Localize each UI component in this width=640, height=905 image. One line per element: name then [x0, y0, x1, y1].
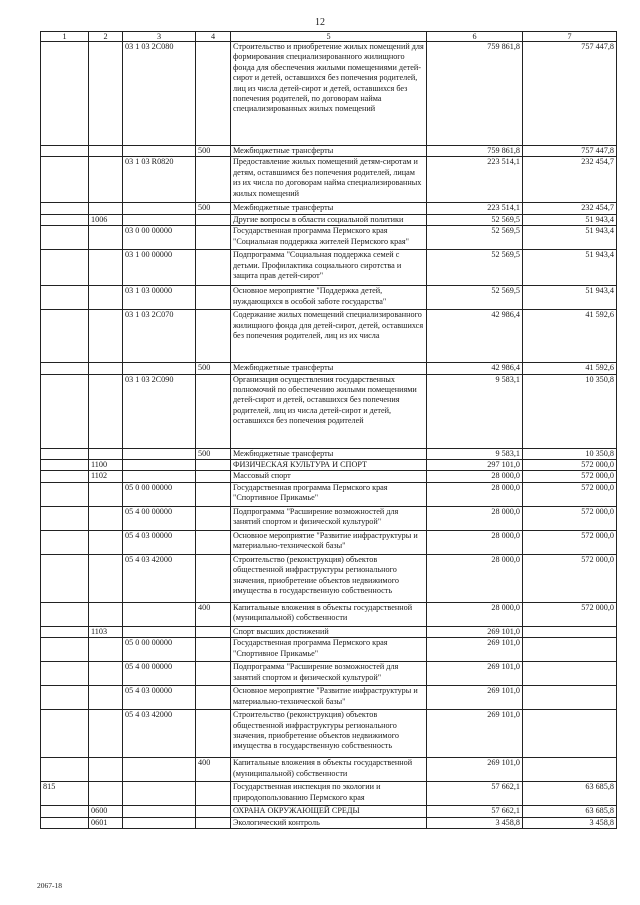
cell-section: [89, 554, 123, 602]
cell-target-code: [123, 448, 196, 459]
cell-amount-year1: 28 000,0: [427, 530, 523, 554]
table-row: [41, 42, 617, 146]
cell-amount-year2: 572 000,0: [523, 460, 617, 471]
cell-name: Государственная программа Пермского края "Спортивное Прикамье": [231, 482, 427, 506]
column-header: 2: [89, 32, 123, 42]
cell-amount-year2: 63 685,8: [523, 806, 617, 817]
cell-expense-type: 500: [196, 363, 231, 374]
cell-amount-year1: 269 101,0: [427, 662, 523, 686]
column-header: 6: [427, 32, 523, 42]
cell-amount-year2: [523, 638, 617, 662]
cell-target-code: [123, 782, 196, 806]
cell-ministry: [41, 226, 89, 250]
cell-amount-year1: 269 101,0: [427, 638, 523, 662]
cell-name: Другие вопросы в области социальной политики: [231, 214, 427, 225]
cell-section: [89, 157, 123, 203]
cell-amount-year2: 572 000,0: [523, 482, 617, 506]
table-row: [41, 554, 617, 602]
cell-name: Предоставление жилых помещений детям-сиротам и детям, оставшимся без попечения родителей, лицам из их числа по договорам найма специализированных жилых помещений: [231, 157, 427, 203]
cell-section: 1100: [89, 460, 123, 471]
cell-ministry: [41, 310, 89, 363]
table-row: [41, 506, 617, 530]
cell-amount-year2: 51 943,4: [523, 214, 617, 225]
cell-target-code: [123, 758, 196, 782]
cell-ministry: [41, 662, 89, 686]
cell-expense-type: [196, 686, 231, 710]
cell-expense-type: [196, 226, 231, 250]
cell-ministry: [41, 471, 89, 482]
cell-amount-year1: 52 569,5: [427, 214, 523, 225]
cell-name: Организация осуществления государственных полномочий по обеспечению жилыми помещениями детей-сирот и детей, оставшихся без попечения родителей, лиц из числа детей-сирот и детей, оставшихся без попечения родителей: [231, 374, 427, 448]
table-row: [41, 482, 617, 506]
column-header: 1: [41, 32, 89, 42]
cell-ministry: [41, 42, 89, 146]
cell-target-code: 03 1 03 2С070: [123, 310, 196, 363]
cell-amount-year2: 232 454,7: [523, 157, 617, 203]
cell-section: 1103: [89, 626, 123, 637]
cell-ministry: [41, 710, 89, 758]
cell-name: Межбюджетные трансферты: [231, 203, 427, 214]
column-header: 3: [123, 32, 196, 42]
cell-ministry: [41, 686, 89, 710]
cell-ministry: [41, 363, 89, 374]
cell-name: Строительство (реконструкция) объектов общественной инфраструктуры регионального значения, приобретение объектов недвижимого имущества в государственную собственность: [231, 554, 427, 602]
cell-ministry: [41, 554, 89, 602]
cell-amount-year1: 223 514,1: [427, 203, 523, 214]
table-row: [41, 286, 617, 310]
cell-expense-type: [196, 554, 231, 602]
table-row: [41, 214, 617, 225]
cell-expense-type: [196, 42, 231, 146]
table-row: [41, 250, 617, 286]
cell-amount-year1: 52 569,5: [427, 286, 523, 310]
cell-target-code: 05 4 03 00000: [123, 530, 196, 554]
cell-ministry: [41, 482, 89, 506]
column-header: 4: [196, 32, 231, 42]
cell-amount-year1: 3 458,8: [427, 817, 523, 828]
cell-target-code: 05 4 00 00000: [123, 506, 196, 530]
cell-name: ОХРАНА ОКРУЖАЮЩЕЙ СРЕДЫ: [231, 806, 427, 817]
cell-amount-year2: [523, 710, 617, 758]
cell-amount-year2: 51 943,4: [523, 286, 617, 310]
cell-target-code: [123, 806, 196, 817]
cell-expense-type: [196, 530, 231, 554]
cell-target-code: 05 4 03 42000: [123, 710, 196, 758]
cell-ministry: [41, 460, 89, 471]
cell-name: Спорт высших достижений: [231, 626, 427, 637]
cell-expense-type: [196, 374, 231, 448]
table-row: [41, 226, 617, 250]
cell-target-code: 03 1 03 2С080: [123, 42, 196, 146]
cell-amount-year2: 572 000,0: [523, 554, 617, 602]
cell-target-code: [123, 214, 196, 225]
cell-section: [89, 250, 123, 286]
cell-ministry: [41, 286, 89, 310]
table-row: [41, 817, 617, 828]
cell-ministry: [41, 506, 89, 530]
cell-expense-type: [196, 482, 231, 506]
cell-ministry: [41, 157, 89, 203]
cell-expense-type: [196, 662, 231, 686]
cell-amount-year2: 10 350,8: [523, 448, 617, 459]
cell-target-code: [123, 203, 196, 214]
cell-amount-year1: 28 000,0: [427, 506, 523, 530]
cell-amount-year1: 28 000,0: [427, 602, 523, 626]
cell-name: Подпрограмма "Расширение возможностей для занятий спортом и физической культурой": [231, 662, 427, 686]
cell-name: Содержание жилых помещений специализированного жилищного фонда для детей-сирот, детей, оставшихся без попечения родителей, лиц из их числа: [231, 310, 427, 363]
cell-target-code: [123, 460, 196, 471]
cell-ministry: [41, 250, 89, 286]
table-row: [41, 310, 617, 363]
cell-amount-year2: 41 592,6: [523, 310, 617, 363]
cell-amount-year1: 269 101,0: [427, 626, 523, 637]
cell-ministry: [41, 638, 89, 662]
cell-section: [89, 602, 123, 626]
cell-amount-year1: 759 861,8: [427, 42, 523, 146]
cell-target-code: [123, 817, 196, 828]
cell-ministry: [41, 626, 89, 637]
table-row: [41, 806, 617, 817]
cell-amount-year2: 41 592,6: [523, 363, 617, 374]
cell-section: [89, 146, 123, 157]
cell-section: [89, 710, 123, 758]
cell-section: 1102: [89, 471, 123, 482]
cell-ministry: [41, 203, 89, 214]
cell-name: ФИЗИЧЕСКАЯ КУЛЬТУРА И СПОРТ: [231, 460, 427, 471]
cell-expense-type: [196, 506, 231, 530]
cell-amount-year2: [523, 662, 617, 686]
cell-amount-year2: 572 000,0: [523, 506, 617, 530]
table-row: [41, 626, 617, 637]
cell-name: Основное мероприятие "Развитие инфраструктуры и материально-технической базы": [231, 530, 427, 554]
cell-section: [89, 42, 123, 146]
cell-ministry: [41, 146, 89, 157]
cell-name: Капитальные вложения в объекты государственной (муниципальной) собственности: [231, 602, 427, 626]
cell-expense-type: [196, 250, 231, 286]
table-row: [41, 203, 617, 214]
budget-table: [40, 31, 617, 829]
cell-amount-year2: 51 943,4: [523, 226, 617, 250]
cell-section: 0601: [89, 817, 123, 828]
cell-section: [89, 286, 123, 310]
cell-target-code: 03 1 00 00000: [123, 250, 196, 286]
cell-section: [89, 374, 123, 448]
cell-expense-type: [196, 710, 231, 758]
table-row: [41, 471, 617, 482]
cell-ministry: [41, 806, 89, 817]
cell-target-code: [123, 602, 196, 626]
cell-amount-year1: 57 662,1: [427, 782, 523, 806]
cell-section: [89, 363, 123, 374]
table-header-row: [41, 32, 617, 42]
cell-amount-year1: 28 000,0: [427, 482, 523, 506]
cell-ministry: [41, 602, 89, 626]
cell-name: Государственная инспекция по экологии и природопользованию Пермского края: [231, 782, 427, 806]
cell-name: Межбюджетные трансферты: [231, 363, 427, 374]
cell-section: [89, 482, 123, 506]
cell-amount-year1: 9 583,1: [427, 448, 523, 459]
cell-section: [89, 782, 123, 806]
cell-target-code: 03 1 03 R0820: [123, 157, 196, 203]
cell-section: [89, 310, 123, 363]
cell-name: Межбюджетные трансферты: [231, 146, 427, 157]
cell-expense-type: [196, 817, 231, 828]
footer-doc-code: 2067-18: [37, 881, 62, 890]
table-row: [41, 374, 617, 448]
table-row: [41, 662, 617, 686]
cell-expense-type: [196, 626, 231, 637]
cell-amount-year1: 52 569,5: [427, 226, 523, 250]
table-row: [41, 363, 617, 374]
cell-amount-year2: 51 943,4: [523, 250, 617, 286]
cell-name: Государственная программа Пермского края "Спортивное Прикамье": [231, 638, 427, 662]
table-row: [41, 758, 617, 782]
cell-section: 0600: [89, 806, 123, 817]
cell-name: Экологический контроль: [231, 817, 427, 828]
cell-name: Массовый спорт: [231, 471, 427, 482]
cell-expense-type: 500: [196, 146, 231, 157]
cell-target-code: 05 4 03 00000: [123, 686, 196, 710]
cell-name: Межбюджетные трансферты: [231, 448, 427, 459]
cell-target-code: [123, 146, 196, 157]
cell-expense-type: [196, 286, 231, 310]
cell-name: Строительство (реконструкция) объектов общественной инфраструктуры регионального значения, приобретение объектов недвижимого имущества в государственную собственность: [231, 710, 427, 758]
cell-target-code: 05 4 00 00000: [123, 662, 196, 686]
cell-amount-year1: 759 861,8: [427, 146, 523, 157]
cell-amount-year2: [523, 626, 617, 637]
table-row: [41, 146, 617, 157]
cell-amount-year1: 52 569,5: [427, 250, 523, 286]
table-row: [41, 157, 617, 203]
cell-expense-type: 500: [196, 448, 231, 459]
cell-target-code: [123, 626, 196, 637]
cell-name: Государственная программа Пермского края "Социальная поддержка жителей Пермского края": [231, 226, 427, 250]
cell-amount-year1: 223 514,1: [427, 157, 523, 203]
cell-amount-year1: 297 101,0: [427, 460, 523, 471]
cell-name: Строительство и приобретение жилых помещений для формирования специализированного жилищного фонда для обеспечения жилыми помещениями детей-сирот и детей, оставшихся без попечения родителей, лиц из числа детей-сирот и детей, оставшихся без попечения родителей, по договорам найма специализированных жилых помещений: [231, 42, 427, 146]
cell-target-code: [123, 471, 196, 482]
cell-name: Подпрограмма "Социальная поддержка семей с детьми. Профилактика социального сиротства и защита прав детей-сирот": [231, 250, 427, 286]
cell-ministry: [41, 448, 89, 459]
cell-expense-type: 400: [196, 602, 231, 626]
cell-section: [89, 758, 123, 782]
cell-amount-year2: 232 454,7: [523, 203, 617, 214]
cell-target-code: 05 0 00 00000: [123, 482, 196, 506]
cell-target-code: [123, 363, 196, 374]
cell-ministry: [41, 817, 89, 828]
column-header: 5: [231, 32, 427, 42]
cell-amount-year2: 757 447,8: [523, 42, 617, 146]
table-row: [41, 638, 617, 662]
cell-expense-type: [196, 806, 231, 817]
cell-expense-type: [196, 460, 231, 471]
cell-section: [89, 226, 123, 250]
cell-amount-year1: 28 000,0: [427, 554, 523, 602]
cell-amount-year1: 42 986,4: [427, 363, 523, 374]
cell-amount-year2: 572 000,0: [523, 602, 617, 626]
cell-expense-type: [196, 638, 231, 662]
cell-amount-year2: [523, 758, 617, 782]
cell-section: 1006: [89, 214, 123, 225]
cell-target-code: 05 4 03 42000: [123, 554, 196, 602]
cell-target-code: 05 0 00 00000: [123, 638, 196, 662]
cell-section: [89, 530, 123, 554]
cell-target-code: 03 0 00 00000: [123, 226, 196, 250]
cell-amount-year2: 3 458,8: [523, 817, 617, 828]
table-row: [41, 686, 617, 710]
cell-name: Подпрограмма "Расширение возможностей для занятий спортом и физической культурой": [231, 506, 427, 530]
cell-amount-year2: 10 350,8: [523, 374, 617, 448]
cell-amount-year1: 269 101,0: [427, 710, 523, 758]
table-row: [41, 710, 617, 758]
cell-section: [89, 638, 123, 662]
table-row: [41, 602, 617, 626]
cell-amount-year2: 572 000,0: [523, 530, 617, 554]
cell-expense-type: [196, 471, 231, 482]
page-number: 12: [315, 17, 325, 28]
cell-amount-year2: [523, 686, 617, 710]
cell-expense-type: [196, 214, 231, 225]
cell-amount-year1: 269 101,0: [427, 758, 523, 782]
cell-target-code: 03 1 03 2С090: [123, 374, 196, 448]
cell-amount-year2: 63 685,8: [523, 782, 617, 806]
cell-target-code: 03 1 03 00000: [123, 286, 196, 310]
cell-amount-year1: 57 662,1: [427, 806, 523, 817]
cell-section: [89, 662, 123, 686]
cell-expense-type: 400: [196, 758, 231, 782]
cell-amount-year1: 42 986,4: [427, 310, 523, 363]
cell-ministry: [41, 758, 89, 782]
cell-ministry: [41, 530, 89, 554]
table-row: [41, 530, 617, 554]
table-row: [41, 448, 617, 459]
cell-amount-year1: 269 101,0: [427, 686, 523, 710]
cell-amount-year1: 9 583,1: [427, 374, 523, 448]
cell-ministry: [41, 374, 89, 448]
cell-section: [89, 448, 123, 459]
table-row: [41, 460, 617, 471]
cell-ministry: 815: [41, 782, 89, 806]
cell-amount-year2: 572 000,0: [523, 471, 617, 482]
cell-section: [89, 506, 123, 530]
cell-expense-type: [196, 310, 231, 363]
cell-expense-type: [196, 157, 231, 203]
cell-ministry: [41, 214, 89, 225]
cell-amount-year2: 757 447,8: [523, 146, 617, 157]
table-row: [41, 782, 617, 806]
column-header: 7: [523, 32, 617, 42]
cell-section: [89, 203, 123, 214]
cell-amount-year1: 28 000,0: [427, 471, 523, 482]
cell-section: [89, 686, 123, 710]
cell-name: Основное мероприятие "Развитие инфраструктуры и материально-технической базы": [231, 686, 427, 710]
cell-name: Капитальные вложения в объекты государственной (муниципальной) собственности: [231, 758, 427, 782]
cell-expense-type: [196, 782, 231, 806]
cell-expense-type: 500: [196, 203, 231, 214]
cell-name: Основное мероприятие "Поддержка детей, нуждающихся в особой заботе государства": [231, 286, 427, 310]
